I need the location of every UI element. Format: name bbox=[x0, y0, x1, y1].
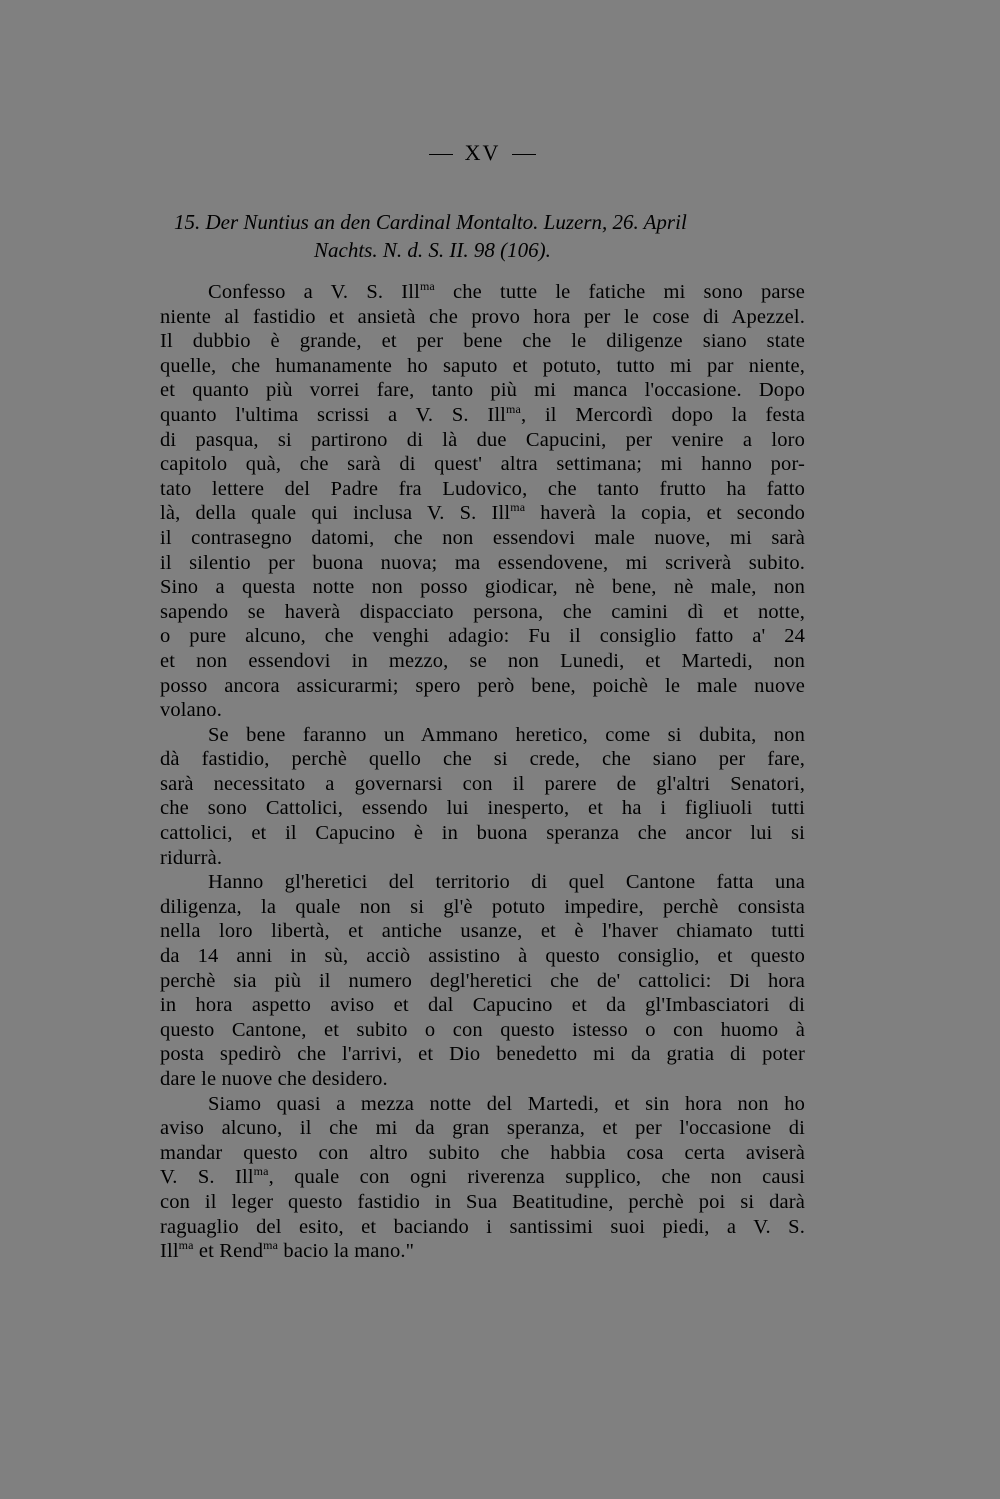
text-line: Hanno gl'heretici del territorio di quel Cantone fatta una bbox=[208, 871, 805, 894]
text-line: dare le nuove che desidero. bbox=[160, 1068, 388, 1090]
letter-body bbox=[160, 280, 805, 1264]
text-line: Sino a questa notte non posso giodicar, nè bene, nè male, non bbox=[160, 576, 805, 599]
text-line: Se bene faranno un Ammano heretico, come si dubita, non bbox=[208, 723, 805, 746]
text-line: Il dubbio è grande, et per bene che le diligenze siano state bbox=[160, 330, 805, 353]
text-line: sapendo se haverà dispacciato persona, che camini dì et notte, bbox=[160, 600, 805, 623]
text-line: aviso alcuno, il che mi da gran speranza, et per l'occasione di bbox=[160, 1117, 805, 1140]
text-line: V. S. Ill$^{ma}$, quale con ogni riverenza supplico, che non causi bbox=[160, 1164, 805, 1189]
text-line: dà fastidio, perchè quello che si crede, che siano per fare, bbox=[160, 748, 805, 771]
text-line: diligenza, la quale non si gl'è potuto impedire, perchè consista bbox=[160, 895, 805, 918]
heading-line-2: Nachts. N. d. S. II. 98 (106). bbox=[314, 238, 551, 262]
text-line: questo Cantone, et subito o con questo istesso o con huomo à bbox=[160, 1018, 805, 1041]
text-line: in hora aspetto aviso et dal Capucino et da gl'Imbasciatori di bbox=[160, 994, 805, 1017]
text-line: Siamo quasi a mezza notte del Martedi, et sin hora non ho bbox=[208, 1092, 805, 1115]
text-line: cattolici, et il Capucino è in buona speranza che ancor lui si bbox=[160, 822, 805, 845]
text-line: posta spedirò che l'arrivi, et Dio benedetto mi da gratia di poter bbox=[160, 1043, 805, 1066]
text-line: il silentio per buona nuova; ma essendovene, mi scriverà subito. bbox=[160, 551, 805, 574]
text-line: sarà necessitato a governarsi con il parere de gl'altri Senatori, bbox=[160, 772, 805, 795]
text-line: che sono Cattolici, essendo lui inesperto, et ha i figliuoli tutti bbox=[160, 797, 805, 820]
text-line: nella loro libertà, et antiche usanze, et è l'haver chiamato tutti bbox=[160, 920, 805, 943]
paragraph bbox=[160, 870, 805, 1091]
text-line: Confesso a V. S. Ill$^{ma}$ che tutte le fatiche mi sono parse bbox=[208, 279, 805, 303]
text-line: tato lettere del Padre fra Ludovico, che tanto frutto ha fatto bbox=[160, 477, 805, 500]
paragraph bbox=[160, 280, 805, 723]
text-line: capitolo quà, che sarà di quest' altra settimana; mi hanno por- bbox=[160, 453, 805, 476]
paragraph bbox=[160, 1092, 805, 1264]
text-line: di pasqua, si partirono di là due Capucini, per venire a loro bbox=[160, 428, 805, 451]
document-page bbox=[160, 140, 805, 1264]
text-line: quanto l'ultima scrissi a V. S. Ill$^{ma}$, il Mercordì dopo la festa bbox=[160, 401, 805, 426]
text-line: il contrasegno datomi, che non essendovi male nuove, mi sarà bbox=[160, 526, 805, 549]
text-line: posso ancora assicurarmi; spero però bene, poichè le male nuove bbox=[160, 674, 805, 697]
heading-line-1: 15. Der Nuntius an den Cardinal Montalto. Luzern, 26. April bbox=[174, 210, 687, 234]
text-line: et non essendovi in mezzo, se non Lunedi, et Martedi, non bbox=[160, 649, 805, 672]
text-line: ridurrà. bbox=[160, 846, 223, 869]
text-line: et quanto più vorrei fare, tanto più mi manca l'occasione. Dopo bbox=[160, 379, 805, 402]
dash-right bbox=[512, 154, 536, 155]
text-line: da 14 anni in sù, acciò assistino à questo consiglio, et questo bbox=[160, 945, 805, 968]
text-line: con il leger questo fastidio in Sua Beatitudine, perchè poi si darà bbox=[160, 1190, 805, 1213]
text-line: quelle, che humanamente ho saputo et potuto, tutto mi par niente, bbox=[160, 354, 805, 377]
text-line: Ill$^{ma}$ et Rend$^{ma}$ bacio la mano." bbox=[160, 1238, 415, 1263]
text-line: niente al fastidio et ansietà che provo hora per le cose di Apezzel. bbox=[160, 305, 805, 328]
text-line: o pure alcuno, che venghi adagio: Fu il consiglio fatto a' 24 bbox=[160, 625, 805, 648]
dash-left bbox=[429, 154, 453, 155]
text-line: raguaglio del esito, et baciando i santissimi suoi piedi, a V. S. bbox=[160, 1215, 805, 1238]
text-line: là, della quale qui inclusa V. S. Ill$^{ma}$ haverà la copia, et secondo bbox=[160, 500, 806, 525]
text-line: mandar questo con altro subito che habbia cosa certa aviserà bbox=[160, 1141, 805, 1164]
text-line: volano. bbox=[160, 699, 222, 722]
page-number: XV bbox=[160, 140, 805, 166]
paragraph bbox=[160, 723, 805, 871]
text-line: perchè sia più il numero degl'heretici che de' cattolici: Di hora bbox=[160, 969, 805, 992]
letter-heading bbox=[160, 208, 805, 264]
